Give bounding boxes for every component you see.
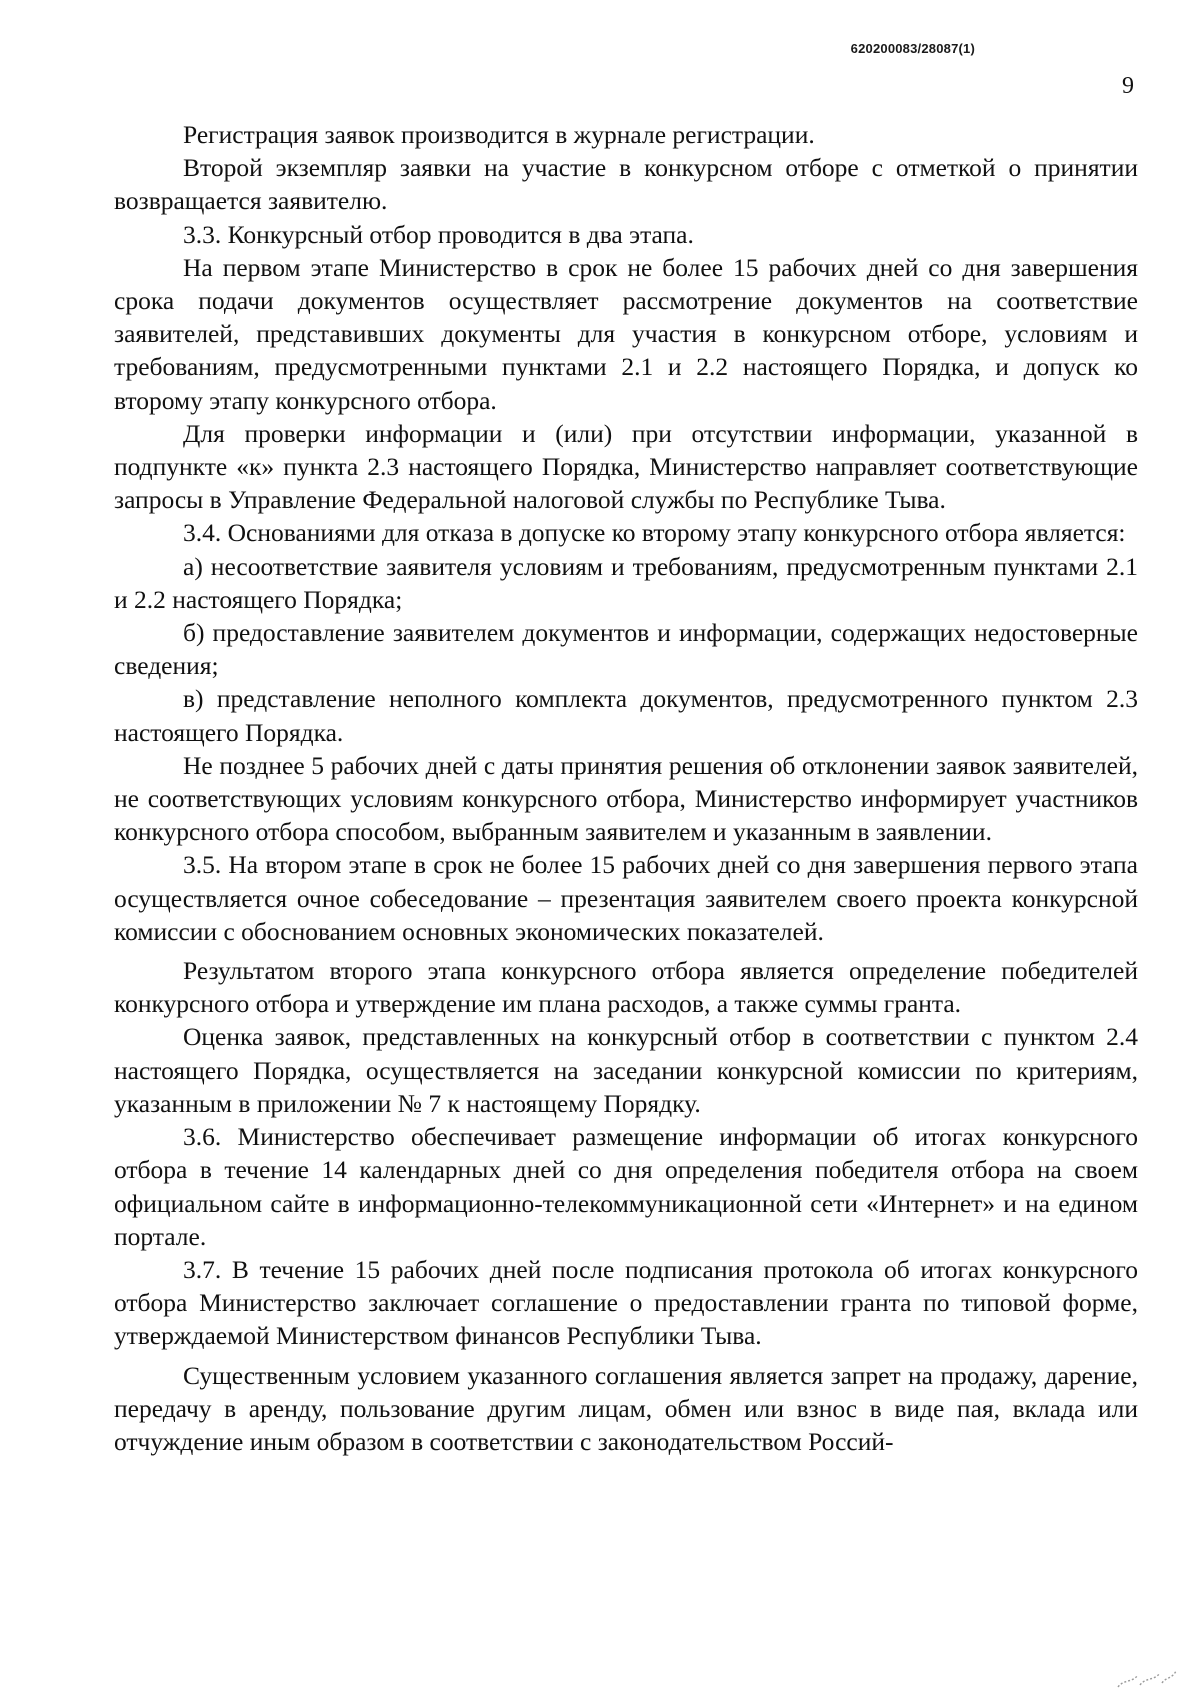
paragraph: 3.6. Министерство обеспечивает размещение информации об итогах конкурсного отбора в течение 14 календарных дней со дня определения победителя отбора на своем официальном сайте в информационно-телекоммуникационной сети «Интернет» и на едином портале. [114, 1122, 1138, 1251]
paragraph: Для проверки информации и (или) при отсутствии информации, указанной в подпункте «к» пункта 2.3 настоящего Порядка, Министерство направляет соответствующие запросы в Управление Федеральной налоговой службы по Республике Тыва. [114, 418, 1138, 515]
paragraph: На первом этапе Министерство в срок не более 15 рабочих дней со дня завершения срока подачи документов осуществляет рассмотрение документов на соответствие заявителей, представивших документы для участия в конкурсном отборе, условиям и требованиям, предусмотренными пунктами 2.1 и 2.2 настоящего Порядка, и допуск ко второму этапу конкурсного отбора. [114, 252, 1138, 415]
paragraph: 3.3. Конкурсный отбор проводится в два этапа. [183, 219, 694, 249]
paragraph: в) представление неполного комплекта документов, предусмотренного пунктом 2.3 настоящего Порядка. [114, 684, 1138, 747]
paragraph: Регистрация заявок производится в журнале регистрации. [183, 120, 815, 149]
paragraph: Результатом второго этапа конкурсного отбора является определение победителей конкурсного отбора и утверждение им плана расходов, а также суммы гранта. [114, 956, 1138, 1019]
scan-artifact-mark [1110, 1661, 1180, 1691]
paragraph: Не позднее 5 рабочих дней с даты принятия решения об отклонении заявок заявителей, не соответствующих условиям конкурсного отбора, Министерство информирует участников конкурсного отбора способом, выбранным заявителем и указанным в заявлении. [114, 750, 1138, 847]
paragraph: Оценка заявок, представленных на конкурсный отбор в соответствии с пунктом 2.4 настоящего Порядка, осуществляется на заседании конкурсной комиссии по критериям, указанным в приложении № 7 к настоящему Порядку. [114, 1022, 1138, 1118]
paragraph: а) несоответствие заявителя условиям и требованиям, предусмотренным пунктами 2.1 и 2.2 настоящего Порядка; [114, 551, 1138, 614]
paragraph: б) предоставление заявителем документов и информации, содержащих недостоверные сведения; [114, 618, 1138, 681]
paragraph: 3.7. В течение 15 рабочих дней после подписания протокола об итогах конкурсного отбора Министерство заключает соглашение о предоставлении гранта по типовой форме, утверждаемой Министерством финансов Республики Тыва. [114, 1254, 1138, 1351]
paragraph: 3.5. На втором этапе в срок не более 15 рабочих дней со дня завершения первого этапа осуществляется очное собеседование – презентация заявителем своего проекта конкурсной комиссии с обоснованием основных экономических показателей. [114, 850, 1138, 946]
paragraph: Второй экземпляр заявки на участие в конкурсном отборе с отметкой о принятии возвращается заявителю. [114, 153, 1138, 216]
page-number: 9 [1122, 73, 1134, 99]
paragraph: Существенным условием указанного соглашения является запрет на продажу, дарение, передачу в аренду, пользование другим лицам, обмен или взнос в виде пая, вклада или отчуждение иным образом в соответствии с законодательством Россий- [114, 1360, 1138, 1456]
document-id: 620200083/28087(1) [850, 41, 975, 56]
paragraph: 3.4. Основаниями для отказа в допуске ко второму этапу конкурсного отбора является: [183, 518, 1126, 548]
document-body [114, 118, 1138, 1458]
